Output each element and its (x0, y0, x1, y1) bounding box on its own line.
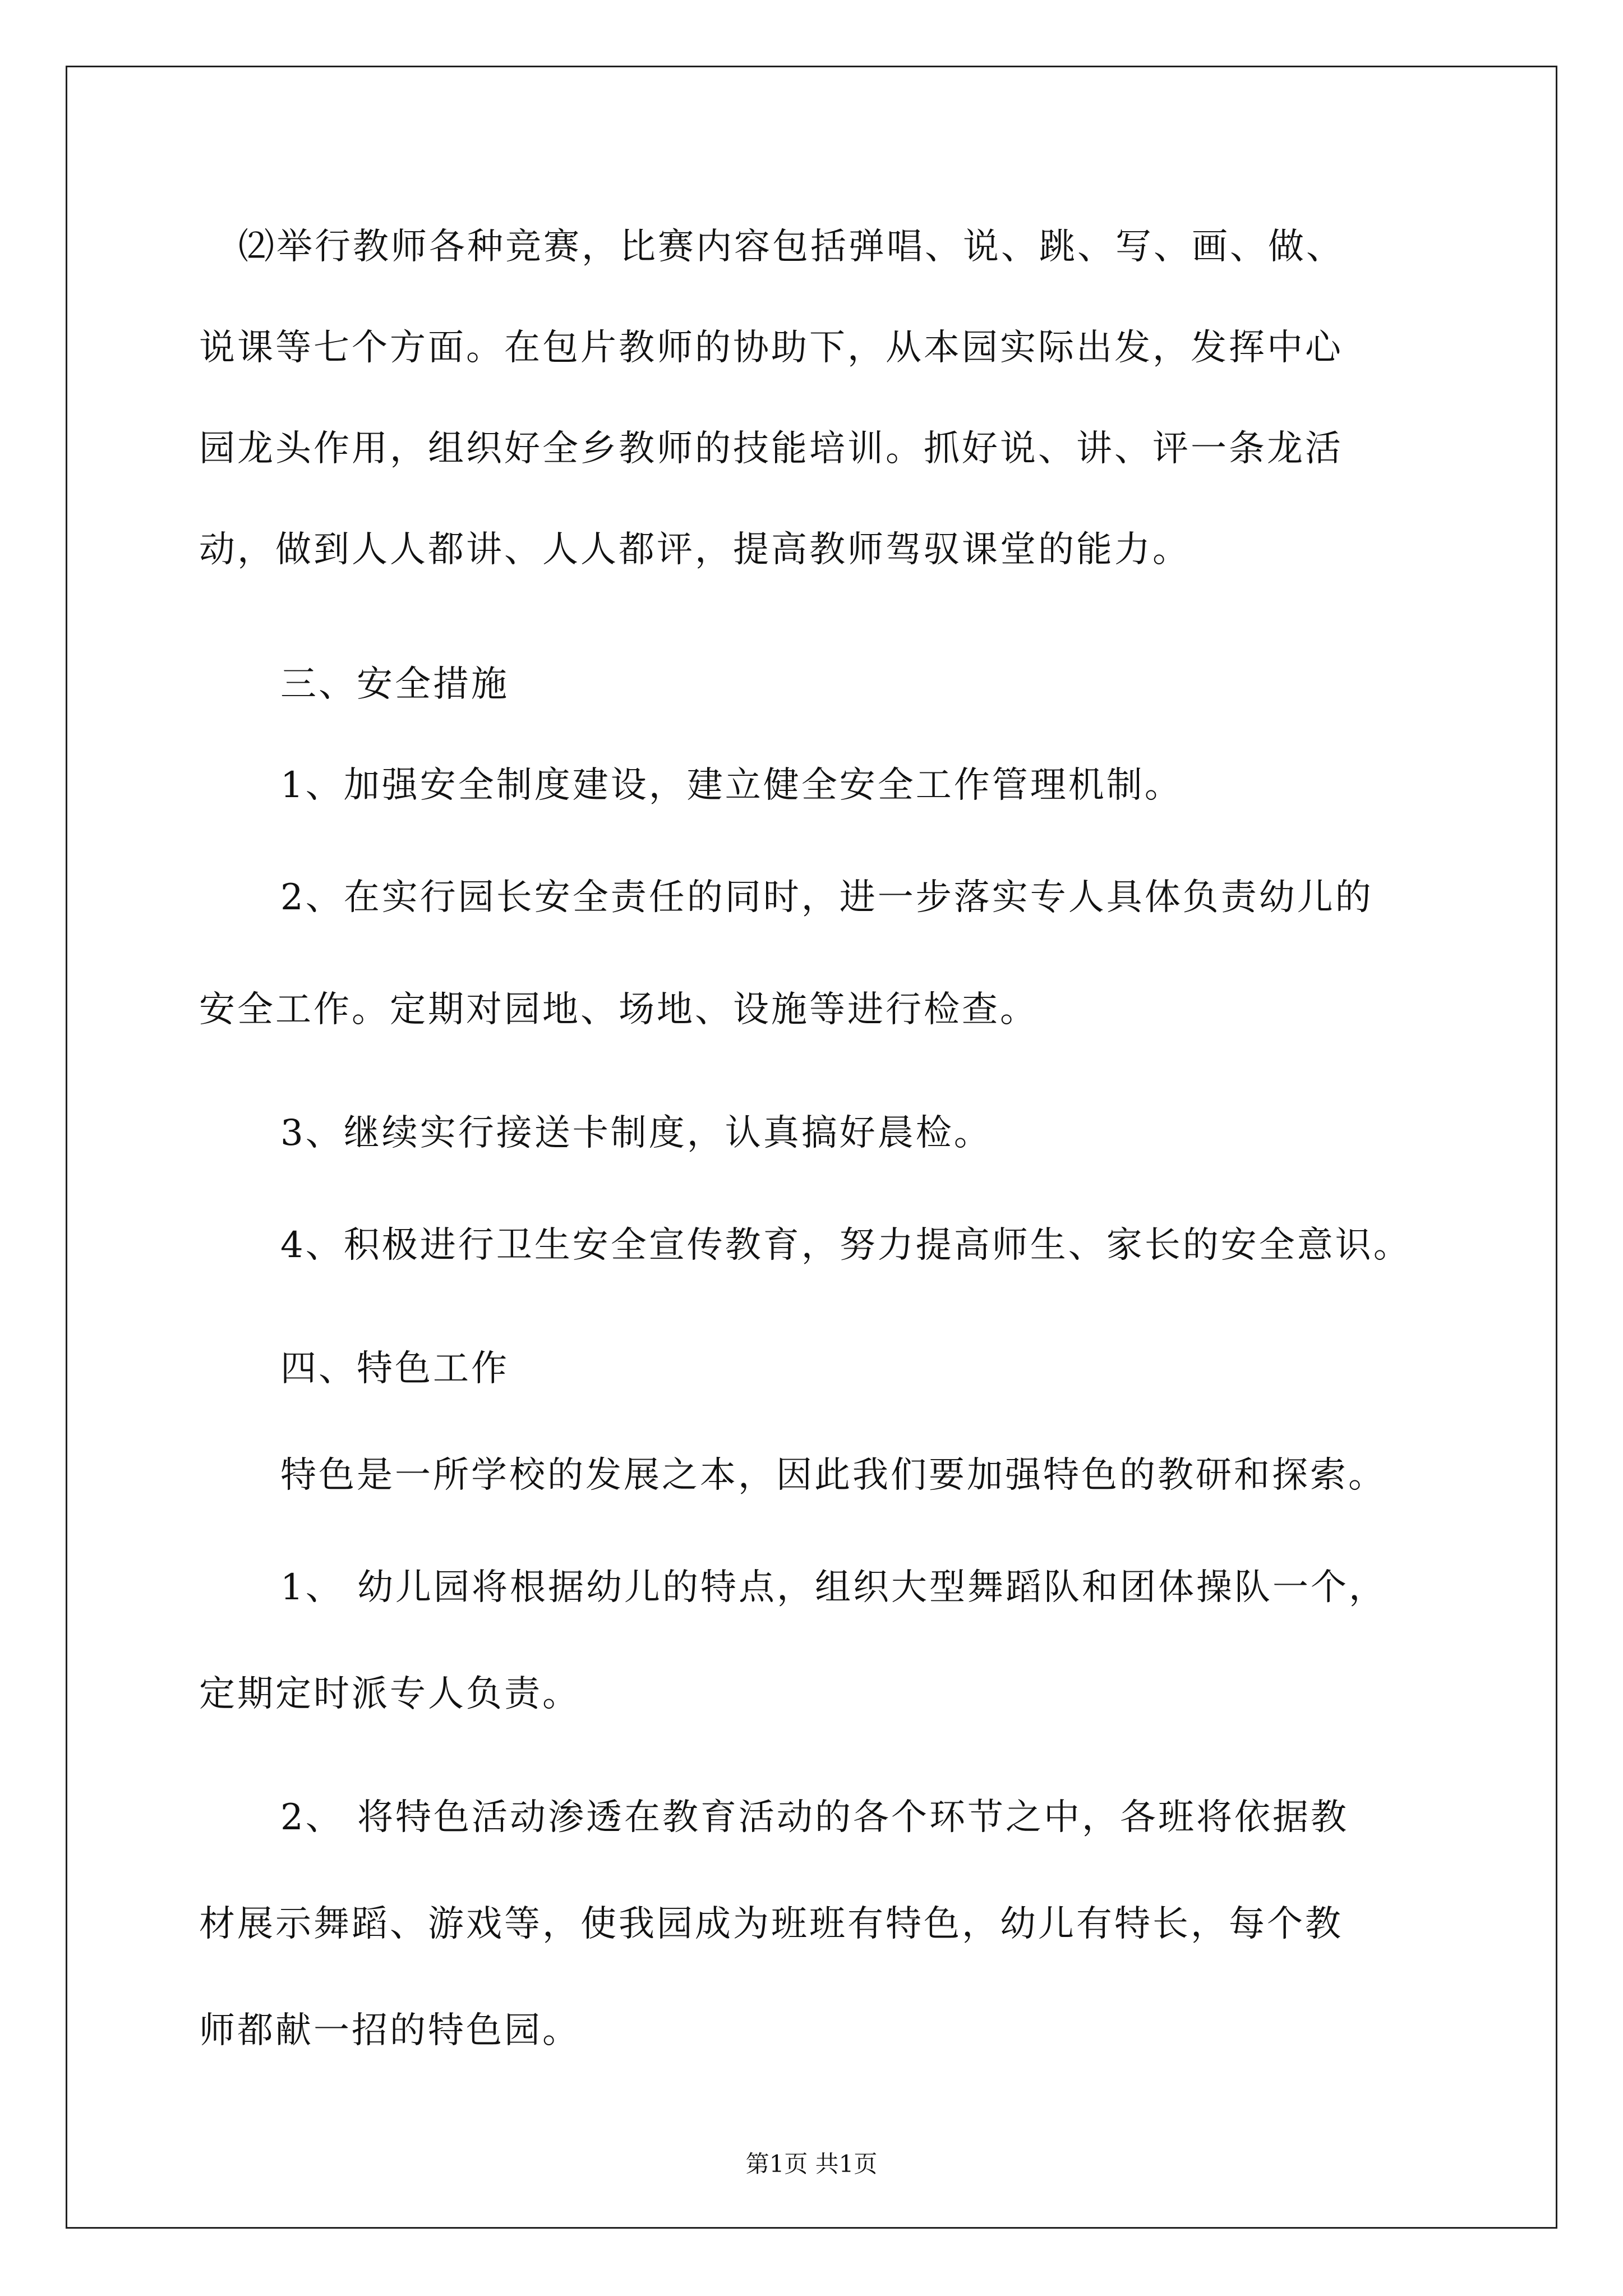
paragraph-line-6: 1、加强安全制度建设，建立健全安全工作管理机制。 (280, 765, 1183, 806)
page-number-footer: 第1页 共1页 (745, 2150, 878, 2178)
paragraph-line-10: 4、积极进行卫生安全宣传教育，努力提高师生、家长的安全意识。 (280, 1225, 1412, 1266)
paragraph-line-17: 师都献一招的特色园。 (199, 2010, 580, 2051)
paragraph-line-1: ⑵举行教师各种竞赛，比赛内容包括弹唱、说、跳、写、画、做、 (238, 226, 1344, 268)
section-heading-safety: 三、安全措施 (280, 664, 509, 705)
paragraph-line-2: 说课等七个方面。在包片教师的协助下，从本园实际出发，发挥中心 (199, 327, 1343, 369)
paragraph-line-12: 特色是一所学校的发展之本，因此我们要加强特色的教研和探索。 (280, 1455, 1386, 1496)
paragraph-line-14: 定期定时派专人负责。 (199, 1673, 580, 1715)
paragraph-line-13: 1、 幼儿园将根据幼儿的特点，组织大型舞蹈队和团体操队一个， (280, 1567, 1387, 1608)
paragraph-line-3: 园龙头作用，组织好全乡教师的技能培训。抓好说、讲、评一条龙活 (199, 428, 1343, 470)
paragraph-line-8: 安全工作。定期对园地、场地、设施等进行检查。 (199, 989, 1038, 1030)
paragraph-line-4: 动，做到人人都讲、人人都评，提高教师驾驭课堂的能力。 (199, 529, 1191, 570)
paragraph-line-9: 3、继续实行接送卡制度，认真搞好晨检。 (280, 1112, 992, 1154)
paragraph-line-16: 材展示舞蹈、游戏等，使我园成为班班有特色，幼儿有特长，每个教 (199, 1903, 1343, 1945)
paragraph-line-15: 2、 将特色活动渗透在教育活动的各个环节之中，各班将依据教 (280, 1797, 1349, 1838)
section-heading-features: 四、特色工作 (280, 1348, 509, 1389)
paragraph-line-7: 2、在实行园长安全责任的同时，进一步落实专人具体负责幼儿的 (280, 877, 1373, 918)
